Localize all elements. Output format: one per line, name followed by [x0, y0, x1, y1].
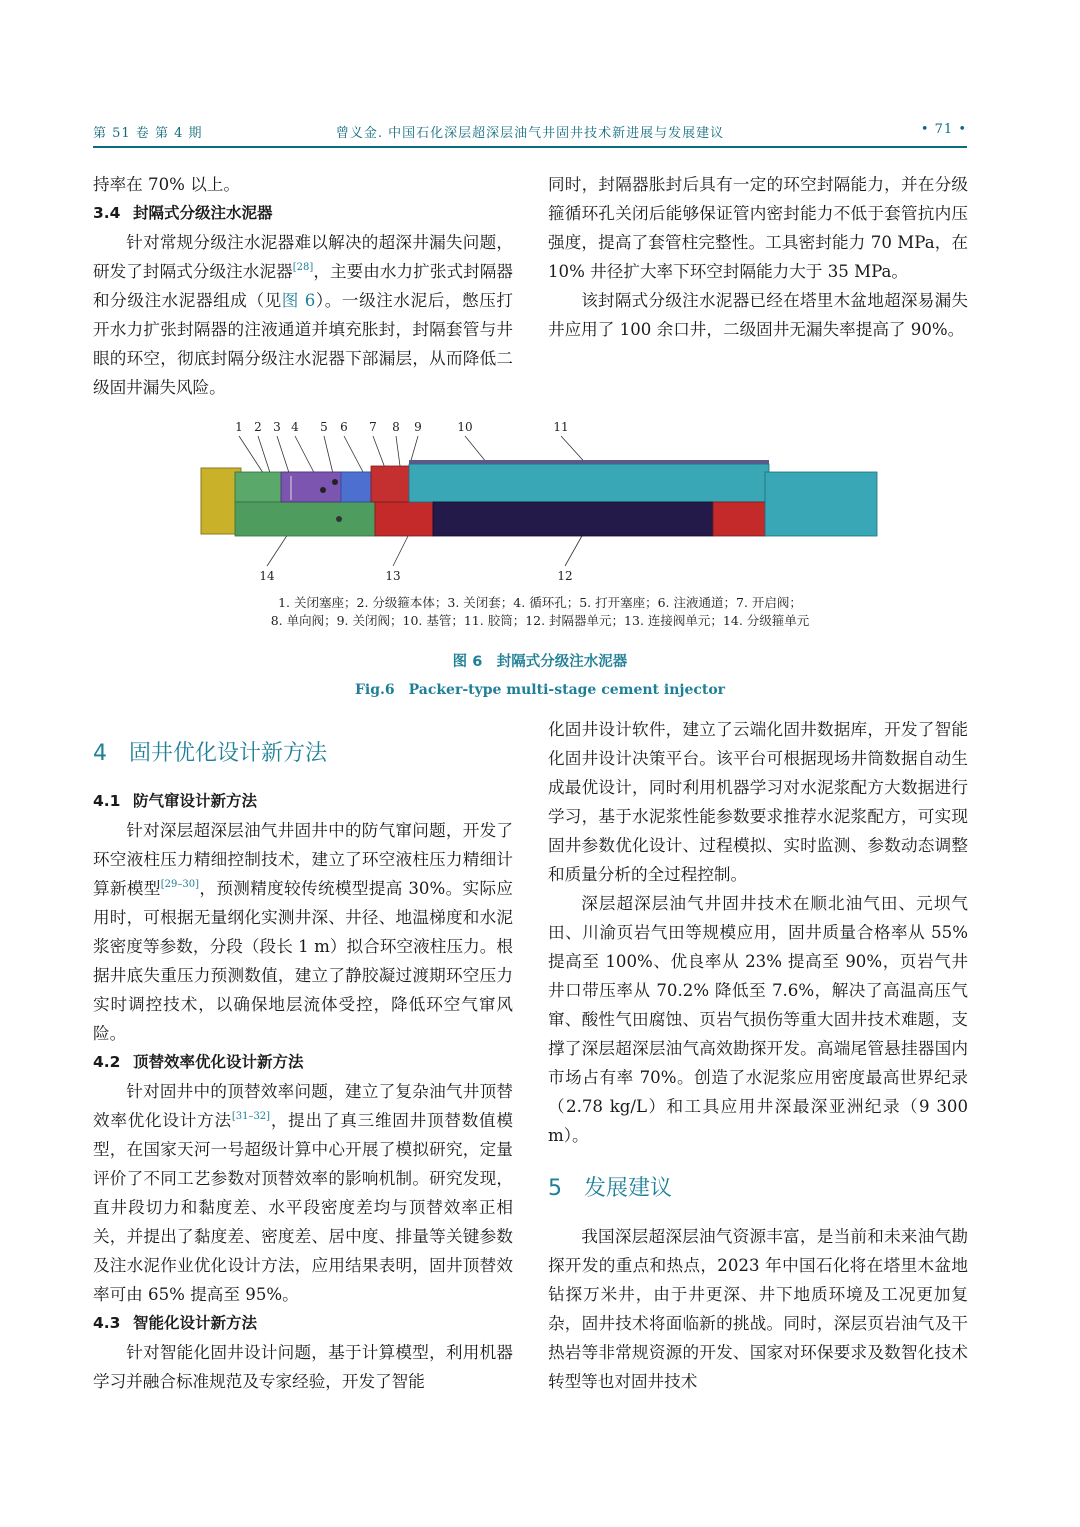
paragraph: 针对深层超深层油气井固井中的防气窜问题，开发了环空液柱压力精细控制技术，建立了环空液柱压力精细计算新模型[29–30]，预测精度较传统模型提高 30%。实际应用时，可根据无量纲化实测井深、井径、地温梯度和水泥浆密度等参数，分段（段长 1 m）拟合环空液柱压力。根据井底失重压力预测数值，建立了静胶凝过渡期环空压力实时调控技术，以确保地层流体受控，降低环空气窜风险。	[93, 821, 514, 1043]
citation[interactable]: [31–32]	[231, 1111, 271, 1122]
figure-caption-cn: 图 6 封隔式分级注水泥器	[452, 654, 628, 670]
callout-3: 3	[273, 420, 281, 434]
right-column-top	[548, 170, 968, 344]
paragraph: 同时，封隔器胀封后具有一定的环空封隔能力，并在分级箍循环孔关闭后能够保证管内密封能力不低于套管抗内压强度，提高了套管柱完整性。工具密封能力 70 MPa，在 10% 井径扩大率下环空封隔能力大于 35 MPa。	[548, 175, 968, 281]
callout-9: 9	[414, 420, 422, 434]
callout-11: 11	[553, 420, 569, 434]
paragraph: 针对常规分级注水泥器难以解决的超深井漏失问题，研发了封隔式分级注水泥器[28]，主要由水力扩张式封隔器和分级注水泥器组成（见图 6）。一级注水泥后，憋压打开水力扩张封隔器的注液通道并填充胀封，封隔套管与井眼的环空，彻底封隔分级注水泥器下部漏层，从而降低二级固井漏失风险。	[93, 233, 513, 397]
paragraph: 持率在 70% 以上。	[93, 175, 240, 194]
callout-6: 6	[340, 420, 348, 434]
section-heading-5: 5 发展建议	[548, 1176, 673, 1201]
callout-1: 1	[235, 420, 243, 434]
callout-4: 4	[291, 420, 299, 434]
header-rule	[93, 146, 967, 148]
left-column-top	[93, 170, 513, 402]
figure-caption-en: Fig.6 Packer-type multi-stage cement injector	[354, 682, 726, 698]
subsection-heading-3-4: 3.4 封隔式分级注水泥器	[93, 204, 273, 222]
figure-link[interactable]: 图 6	[281, 291, 316, 310]
subsection-heading-4-3: 4.3 智能化设计新方法	[93, 1314, 258, 1332]
paragraph: 针对智能化固井设计问题，基于计算模型，利用机器学习并融合标准规范及专家经验，开发了智能	[93, 1343, 513, 1391]
running-header	[93, 118, 967, 146]
author-title: 曾义金. 中国石化深层超深层油气井固井技术新进展与发展建议	[335, 126, 725, 141]
callout-8: 8	[392, 420, 400, 434]
citation[interactable]: [28]	[292, 262, 314, 273]
right-column-bottom	[548, 715, 968, 1396]
section-heading-4: 4 固井优化设计新方法	[93, 741, 328, 766]
paragraph: 化固井设计软件，建立了云端化固井数据库，开发了智能化固井设计决策平台。该平台可根据现场井筒数据自动生成最优设计，同时利用机器学习对水泥浆配方大数据进行学习，基于水泥浆性能参数要求推荐水泥浆配方，可实现固井参数优化设计、过程模拟、实时监测、参数动态调整和质量分析的全过程控制。	[548, 720, 968, 884]
callout-7: 7	[369, 420, 377, 434]
page-number: • 71 •	[920, 122, 967, 137]
callout-5: 5	[320, 420, 328, 434]
paragraph: 针对固井中的顶替效率问题，建立了复杂油气井顶替效率优化设计方法[31–32]，提出了真三维固井顶替数值模型，在国家天河一号超级计算中心开展了模拟研究，定量评价了不同工艺参数对顶替效率的影响机制。研究发现，直井段切力和黏度差、水平段密度差均与顶替效率正相关，并提出了黏度差、密度差、居中度、排量等关键参数及注水泥作业优化设计方法，应用结果表明，固井顶替效率可由 65% 提高至 95%。	[93, 1082, 513, 1304]
subsection-heading-4-2: 4.2 顶替效率优化设计新方法	[93, 1053, 304, 1071]
citation[interactable]: [29–30]	[160, 879, 200, 890]
paragraph: 该封隔式分级注水泥器已经在塔里木盆地超深易漏失井应用了 100 余口井，二级固井无漏失率提高了 90%。	[548, 291, 968, 339]
callout-2: 2	[254, 420, 262, 434]
left-column-bottom	[93, 715, 513, 1396]
volume-issue: 第 51 卷 第 4 期	[93, 126, 203, 141]
figure-legend: 1. 关闭塞座；2. 分级箍本体；3. 关闭套；4. 循环孔；5. 打开塞座；6. 注液通道；7. 开启阀； 8. 单向阀；9. 关闭阀；10. 基管；11. 胶筒；12. 封隔器单元；13. 连接阀单元；14. 分级箍单元	[270, 595, 810, 628]
callout-12: 12	[557, 569, 573, 583]
callout-14: 14	[259, 569, 275, 583]
callout-10: 10	[457, 420, 473, 434]
paragraph: 深层超深层油气井固井技术在顺北油气田、元坝气田、川渝页岩气田等规模应用，固井质量合格率从 55% 提高至 100%、优良率从 23% 提高至 90%，页岩气井井口带压率从 70.2% 降低至 7.6%，解决了高温高压气窜、酸性气田腐蚀、页岩气损伤等重大固井技术难题，支撑了深层超深层油气高效勘探开发。高端尾管悬挂器国内市场占有率 70%。创造了水泥浆应用密度最高世界纪录（2.78 kg/L）和工具应用井深最深亚洲纪录（9 300 m）。	[548, 894, 968, 1145]
paragraph: 我国深层超深层油气资源丰富，是当前和未来油气勘探开发的重点和热点，2023 年中国石化将在塔里木盆地钻探万米井，由于井更深、井下地质环境及工况更加复杂，固井技术将面临新的挑战。同时，深层页岩油气及干热岩等非常规资源的开发、国家对环保要求及数智化技术转型等也对固井技术	[548, 1227, 968, 1391]
subsection-heading-4-1: 4.1 防气窜设计新方法	[93, 792, 258, 810]
packer-tool-diagram	[195, 416, 885, 586]
callout-13: 13	[385, 569, 401, 583]
